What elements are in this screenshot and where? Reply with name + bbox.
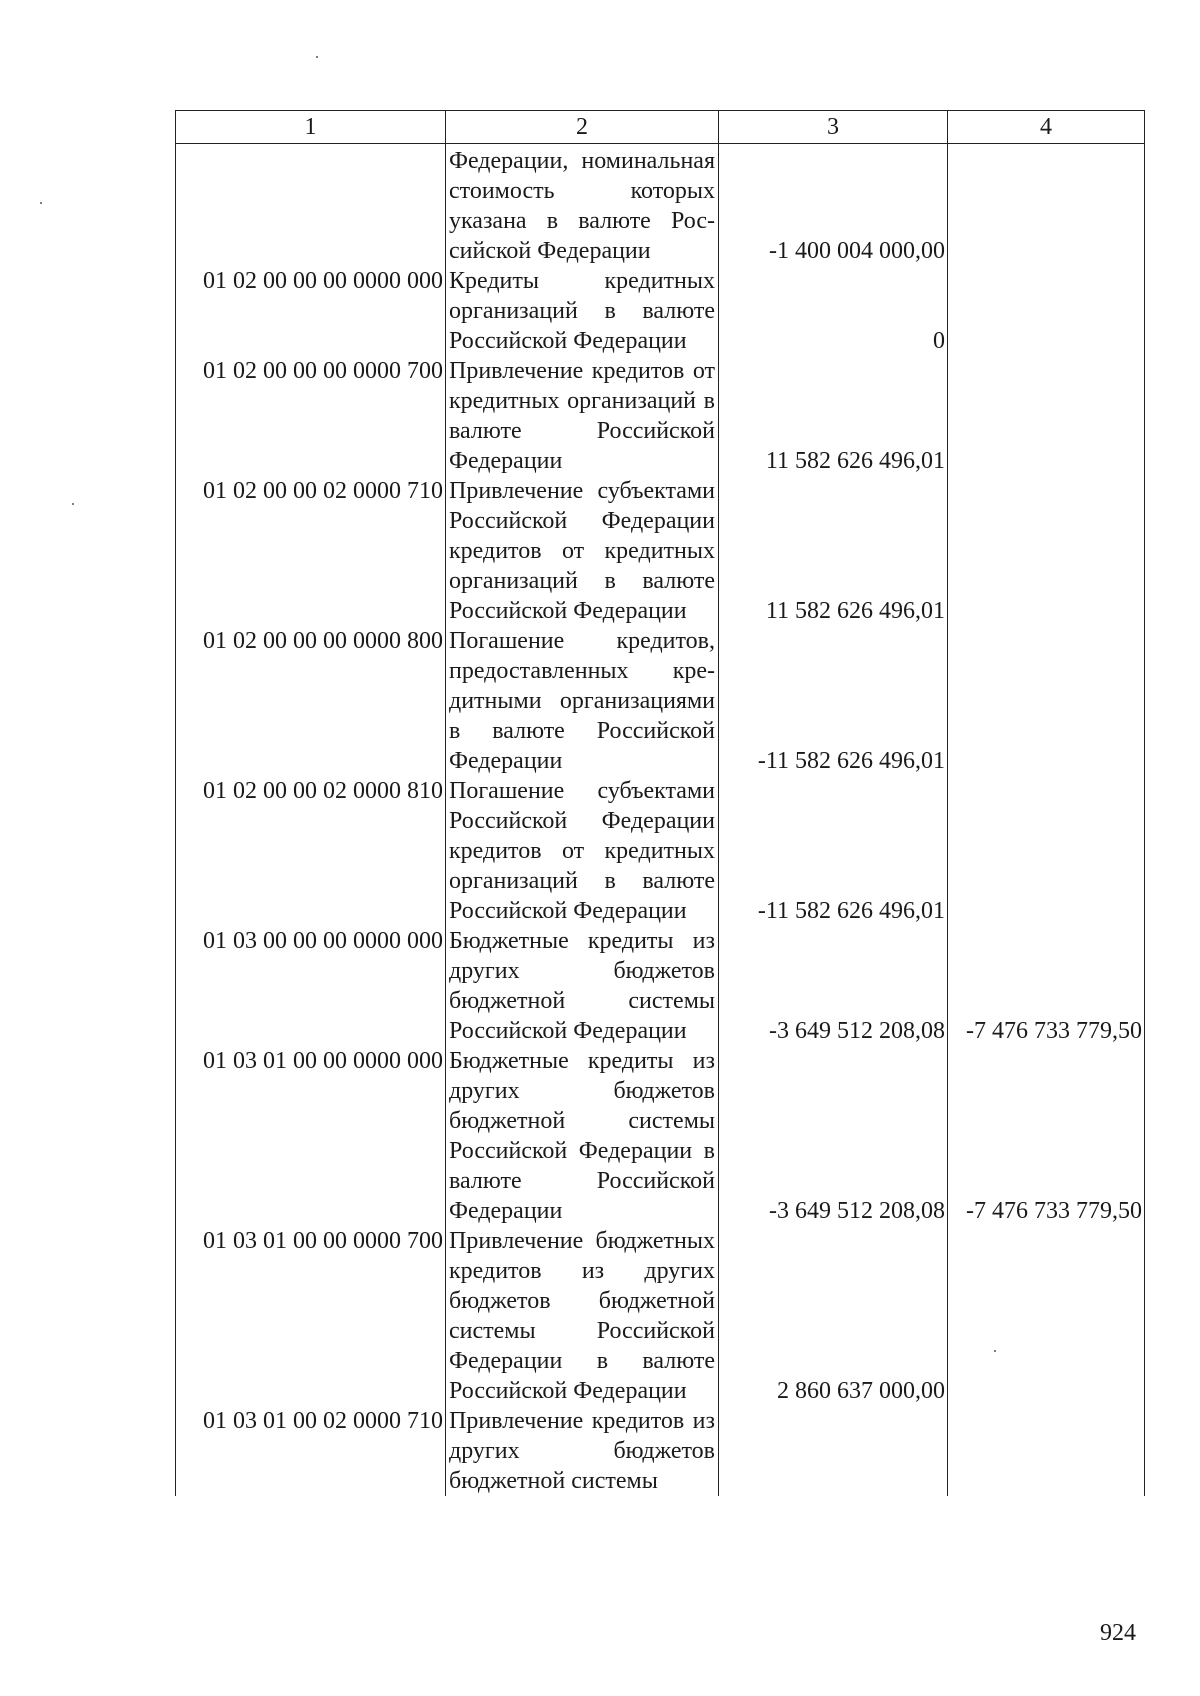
scan-speck: [316, 56, 318, 58]
row-code: 01 03 01 00 00 0000 000: [176, 1046, 446, 1226]
row-value-col3: -11 582 626 496,01: [719, 776, 948, 926]
row-value-col4: [948, 1226, 1145, 1406]
row-value-col4: -7 476 733 779,50: [948, 926, 1145, 1046]
column-header-4: 4: [948, 111, 1145, 144]
row-code: 01 03 01 00 00 0000 700: [176, 1226, 446, 1406]
column-header-2: 2: [446, 111, 719, 144]
row-value-col4: [948, 356, 1145, 476]
row-code: 01 02 00 00 00 0000 000: [176, 266, 446, 356]
header-row: [176, 111, 1145, 144]
scan-speck: [994, 1350, 996, 1352]
table-row: [176, 476, 1145, 626]
row-description: Привлечение бюджетных кредитов из других бюджетов бюджетной системы Российской Федерации в валюте Российской Федерации: [446, 1226, 719, 1406]
row-value-col4: [948, 266, 1145, 356]
row-value-col4: [948, 776, 1145, 926]
row-value-col3: 11 582 626 496,01: [719, 476, 948, 626]
row-value-col4: [948, 626, 1145, 776]
row-code: 01 02 00 00 02 0000 710: [176, 476, 446, 626]
row-value-col4: [948, 144, 1145, 267]
table-row: [176, 1226, 1145, 1406]
scan-speck: [40, 202, 42, 204]
row-description: Федерации, номинальная стоимость которых указана в валюте Российской Федерации: [446, 144, 719, 267]
page-number: 924: [1100, 1620, 1136, 1646]
row-value-col3: -11 582 626 496,01: [719, 626, 948, 776]
row-description: Погашение кредитов, предоставленных кредитными организациями в валюте Российской Федерации: [446, 626, 719, 776]
table-row: [176, 926, 1145, 1046]
row-value-col3: 11 582 626 496,01: [719, 356, 948, 476]
row-description: Привлечение субъектами Российской Федерации кредитов от кредитных организаций в валюте Российской Федерации: [446, 476, 719, 626]
row-description: Бюджетные кредиты из других бюджетов бюджетной системы Российской Федерации в валюте Российской Федерации: [446, 1046, 719, 1226]
table-row: [176, 776, 1145, 926]
row-code: 01 03 00 00 00 0000 000: [176, 926, 446, 1046]
row-value-col4: [948, 476, 1145, 626]
row-description: Привлечение кредитов от кредитных организаций в валюте Российской Федерации: [446, 356, 719, 476]
table-row: [176, 266, 1145, 356]
row-code: 01 02 00 00 02 0000 810: [176, 776, 446, 926]
row-value-col3: 2 860 637 000,00: [719, 1226, 948, 1406]
row-code: 01 02 00 00 00 0000 700: [176, 356, 446, 476]
row-code: 01 03 01 00 02 0000 710: [176, 1406, 446, 1496]
row-value-col3: [719, 1406, 948, 1496]
budget-sources-table: [175, 110, 1145, 1496]
row-value-col3: -1 400 004 000,00: [719, 144, 948, 267]
row-value-col3: 0: [719, 266, 948, 356]
row-value-col3: -3 649 512 208,08: [719, 926, 948, 1046]
table-row: [176, 1046, 1145, 1226]
table-row: [176, 144, 1145, 267]
row-description: Привлечение кредитов из других бюджетов бюджетной системы: [446, 1406, 719, 1496]
row-value-col4: -7 476 733 779,50: [948, 1046, 1145, 1226]
row-code: 01 02 00 00 00 0000 800: [176, 626, 446, 776]
row-description: Кредиты кредитных организаций в валюте Российской Федерации: [446, 266, 719, 356]
row-code: [176, 144, 446, 267]
column-header-3: 3: [719, 111, 948, 144]
row-value-col4: [948, 1406, 1145, 1496]
table-row: [176, 626, 1145, 776]
table-row: [176, 356, 1145, 476]
row-description: Бюджетные кредиты из других бюджетов бюджетной системы Российской Федерации: [446, 926, 719, 1046]
row-value-col3: -3 649 512 208,08: [719, 1046, 948, 1226]
scan-speck: [72, 503, 74, 505]
table-row: [176, 1406, 1145, 1496]
column-header-1: 1: [176, 111, 446, 144]
row-description: Погашение субъектами Российской Федерации кредитов от кредитных организаций в валюте Российской Федерации: [446, 776, 719, 926]
